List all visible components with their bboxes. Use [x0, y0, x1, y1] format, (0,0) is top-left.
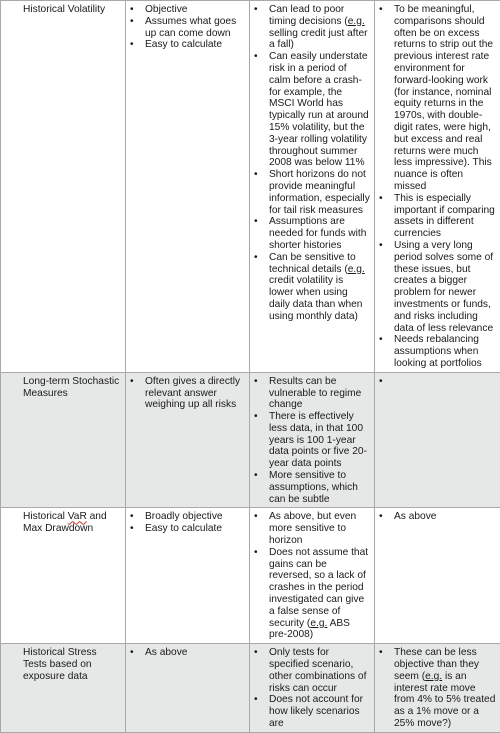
list-item: • Results can be vulnerable to regime change: [254, 376, 370, 411]
pros-list: [130, 647, 245, 659]
underlined-abbrev: e.g.: [425, 671, 442, 682]
list-item: • Often gives a directly relevant answer weighing up all risks: [130, 376, 245, 411]
row-label-cell: [1, 372, 126, 508]
spellcheck-word: VaR: [68, 511, 87, 522]
cons-cell: [250, 372, 375, 508]
underlined-abbrev: e.g.: [310, 618, 327, 629]
other-cell: [375, 508, 500, 644]
list-item: • Easy to calculate: [130, 39, 245, 51]
list-item: • Can be sensitive to technical details (e.g. credit volatility is lower when using daily data than when using monthly data): [254, 252, 370, 323]
table-row: [1, 508, 500, 644]
list-item: • This is especially important if comparing assets in different currencies: [379, 193, 496, 240]
list-item: • As above: [130, 647, 245, 659]
row-label: Long-term Stochastic Measures: [23, 376, 119, 399]
list-item: • Broadly objective: [130, 511, 245, 523]
pros-cell: [126, 508, 250, 644]
list-item: • As above: [379, 511, 496, 523]
list-item: • Can easily understate risk in a period of calm before a crash- for example, the MSCI World has typically run at around 15% volatility, but the 3-year rolling volatility throughout summer 2008 was below 11%: [254, 51, 370, 169]
cons-cell: [250, 508, 375, 644]
cons-list: [254, 647, 370, 730]
table-row: [1, 372, 500, 508]
cons-list: [254, 4, 370, 323]
list-item: • Easy to calculate: [130, 523, 245, 535]
row-label-cell: [1, 508, 126, 644]
cons-cell: [250, 1, 375, 373]
table-row: [1, 1, 500, 373]
list-item: • There is effectively less data, in that 100 years is 100 1-year data points or five 20-year data points: [254, 411, 370, 470]
list-item: • Assumes what goes up can come down: [130, 16, 245, 40]
pros-list: [130, 4, 245, 51]
underlined-abbrev: e.g.: [348, 264, 365, 275]
cons-cell: [250, 644, 375, 733]
list-item: • Can lead to poor timing decisions (e.g. selling credit just after a fall): [254, 4, 370, 51]
cons-list: [254, 376, 370, 506]
list-item: • Only tests for specified scenario, other combinations of risks can occur: [254, 647, 370, 694]
other-list: [379, 511, 496, 523]
other-cell: [375, 1, 500, 373]
list-item: • Needs rebalancing assumptions when looking at portfolios: [379, 334, 496, 369]
list-item: • Short horizons do not provide meaningful information, especially for tail risk measures: [254, 169, 370, 216]
row-label: Historical Volatility: [23, 4, 105, 15]
cons-list: [254, 511, 370, 641]
row-label-cell: [1, 644, 126, 733]
table-row: [1, 644, 500, 733]
row-label-cell: [1, 1, 126, 373]
pros-list: [130, 511, 245, 535]
list-item: • Assumptions are needed for funds with shorter histories: [254, 216, 370, 251]
other-cell: [375, 372, 500, 508]
list-item: • These can be less objective than they seem (e.g. is an interest rate move from 4% to 5% treated as a 1% move or a 25% move?): [379, 647, 496, 730]
other-list: [379, 4, 496, 370]
other-cell: [375, 644, 500, 733]
pros-cell: [126, 644, 250, 733]
pros-cell: [126, 1, 250, 373]
list-item: • Does not assume that gains can be reversed, so a lack of crashes in the period investigated can give a false sense of security (e.g. ABS pre-2008): [254, 547, 370, 641]
list-item: • More sensitive to assumptions, which can be subtle: [254, 470, 370, 505]
list-item: • Objective: [130, 4, 245, 16]
pros-list: [130, 376, 245, 411]
list-item: • As above, but even more sensitive to horizon: [254, 511, 370, 546]
row-label: Historical VaR and Max Drawdown: [23, 511, 107, 534]
other-list: [379, 647, 496, 730]
row-label: Historical Stress Tests based on exposure data: [23, 647, 97, 682]
underlined-abbrev: e.g.: [348, 16, 365, 27]
pros-cell: [126, 372, 250, 508]
list-item: • Does not account for how likely scenarios are: [254, 694, 370, 729]
list-item: • Using a very long period solves some of these issues, but creates a bigger problem for newer investments or funds, and risks including data of less relevance: [379, 240, 496, 334]
list-item: • To be meaningful, comparisons should often be on excess returns to strip out the previous interest rate environment for forward-looking work (for instance, nominal equity returns in the 1970s, with double-digit rates, were high, but excess and real returns were much less impressive). This nuance is often missed: [379, 4, 496, 193]
